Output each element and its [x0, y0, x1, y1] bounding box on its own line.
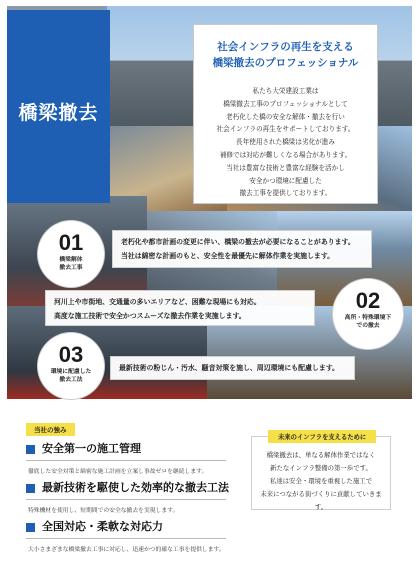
strength-desc: 大小さまざまな橋梁撤去工事に対応し、迅速かつ的確な工事を提供します。	[28, 547, 225, 553]
point-03-description	[110, 356, 355, 380]
point-label-line1: 環境に配慮した	[50, 369, 92, 375]
point-03-badge	[38, 333, 104, 399]
future-line: 未来につながる街づくりに貢献していきます。	[260, 490, 382, 511]
future-tag: 未来のインフラを支えるために	[268, 430, 376, 443]
intro-line: 安全かつ環境に配慮した	[249, 176, 322, 185]
intro-line: 橋梁撤去工事のプロフェッショナルとして	[223, 99, 348, 108]
point-02-line: 河川上や市街地、交通量の多いエリアなど、困難な現場にも対応。	[54, 298, 261, 306]
strengths-tag: 当社の強み	[26, 423, 75, 436]
strength-item	[26, 480, 254, 514]
divider	[26, 460, 226, 461]
intro-line: 補修では対応が難しくなる場合があります。	[219, 150, 352, 159]
strength-title: 安全第一の施工管理	[42, 442, 141, 455]
intro-line: 当社は豊富な技術と豊富な経験を活かし	[226, 163, 345, 172]
intro-panel	[193, 24, 378, 204]
point-label-line2: 撤去工法	[59, 377, 83, 383]
intro-heading-line1: 社会インフラの再生を支える	[217, 41, 354, 53]
strengths-section	[26, 417, 254, 553]
point-02-badge	[333, 279, 403, 349]
point-label-line1: 橋梁解体	[59, 257, 83, 263]
square-bullet-icon	[26, 445, 35, 454]
page-title: 橋梁撤去	[18, 102, 99, 124]
point-number: 03	[58, 342, 84, 367]
point-label-line1: 高所・特殊環境下	[344, 315, 392, 321]
strength-title: 全国対応・柔軟な対応力	[42, 520, 163, 533]
future-box	[251, 436, 391, 510]
point-label-line2: 撤去工事	[59, 265, 83, 271]
point-01-line: 老朽化や都市計画の変更に伴い、橋梁の撤去が必要になることがあります。	[121, 238, 355, 246]
intro-line: 社会インフラの再生をサポートしております。	[216, 125, 355, 134]
future-line: 新たなインフラ整備の第一歩です。	[270, 464, 372, 472]
point-01-line: 当社は綿密な計画のもと、安全性を最優先に解体作業を実施します。	[121, 252, 335, 260]
future-line: 橋梁撤去は、単なる解体作業ではなく	[266, 451, 376, 459]
square-bullet-icon	[26, 523, 35, 532]
strength-item	[26, 441, 254, 475]
point-03-line: 最新技術の粉じん・汚水、騒音対策を施し、周辺環境にも配慮します。	[119, 364, 339, 372]
point-number: 01	[58, 230, 84, 255]
future-body	[260, 449, 382, 514]
strength-desc: 特殊機材を使用し、短期間での安全な撤去を実現します。	[28, 508, 179, 514]
title-block	[7, 10, 110, 203]
intro-body	[202, 85, 369, 200]
intro-heading-line2: 橋梁撤去のプロフェッショナル	[212, 57, 359, 69]
point-01-description	[112, 230, 372, 268]
intro-line: 私たち大栄建設工業は	[252, 87, 319, 95]
square-bullet-icon	[26, 484, 35, 493]
intro-line: 老朽化した橋の安全な解体・撤去を行い	[226, 112, 345, 121]
divider	[26, 538, 226, 539]
strength-title: 最新技術を駆使した効率的な撤去工法	[42, 481, 229, 494]
point-number: 02	[355, 288, 381, 313]
point-02-line: 高度な施工技術で安全かつスムーズな撤去作業を実施します。	[54, 312, 246, 320]
point-02-description	[45, 290, 315, 326]
point-label-line2: での撤去	[356, 323, 380, 329]
strength-desc: 徹底した安全対策と綿密な施工計画を立案し事故ゼロを継続します。	[28, 469, 208, 475]
intro-line: 長年使用された橋梁は劣化が進み	[236, 138, 335, 147]
point-01-badge	[38, 221, 104, 287]
future-line: 私達は安全・環境を重視した施工で	[269, 477, 373, 485]
intro-line: 撤去工事を提供しております。	[239, 189, 332, 198]
strength-item	[26, 519, 254, 553]
divider	[26, 499, 226, 500]
